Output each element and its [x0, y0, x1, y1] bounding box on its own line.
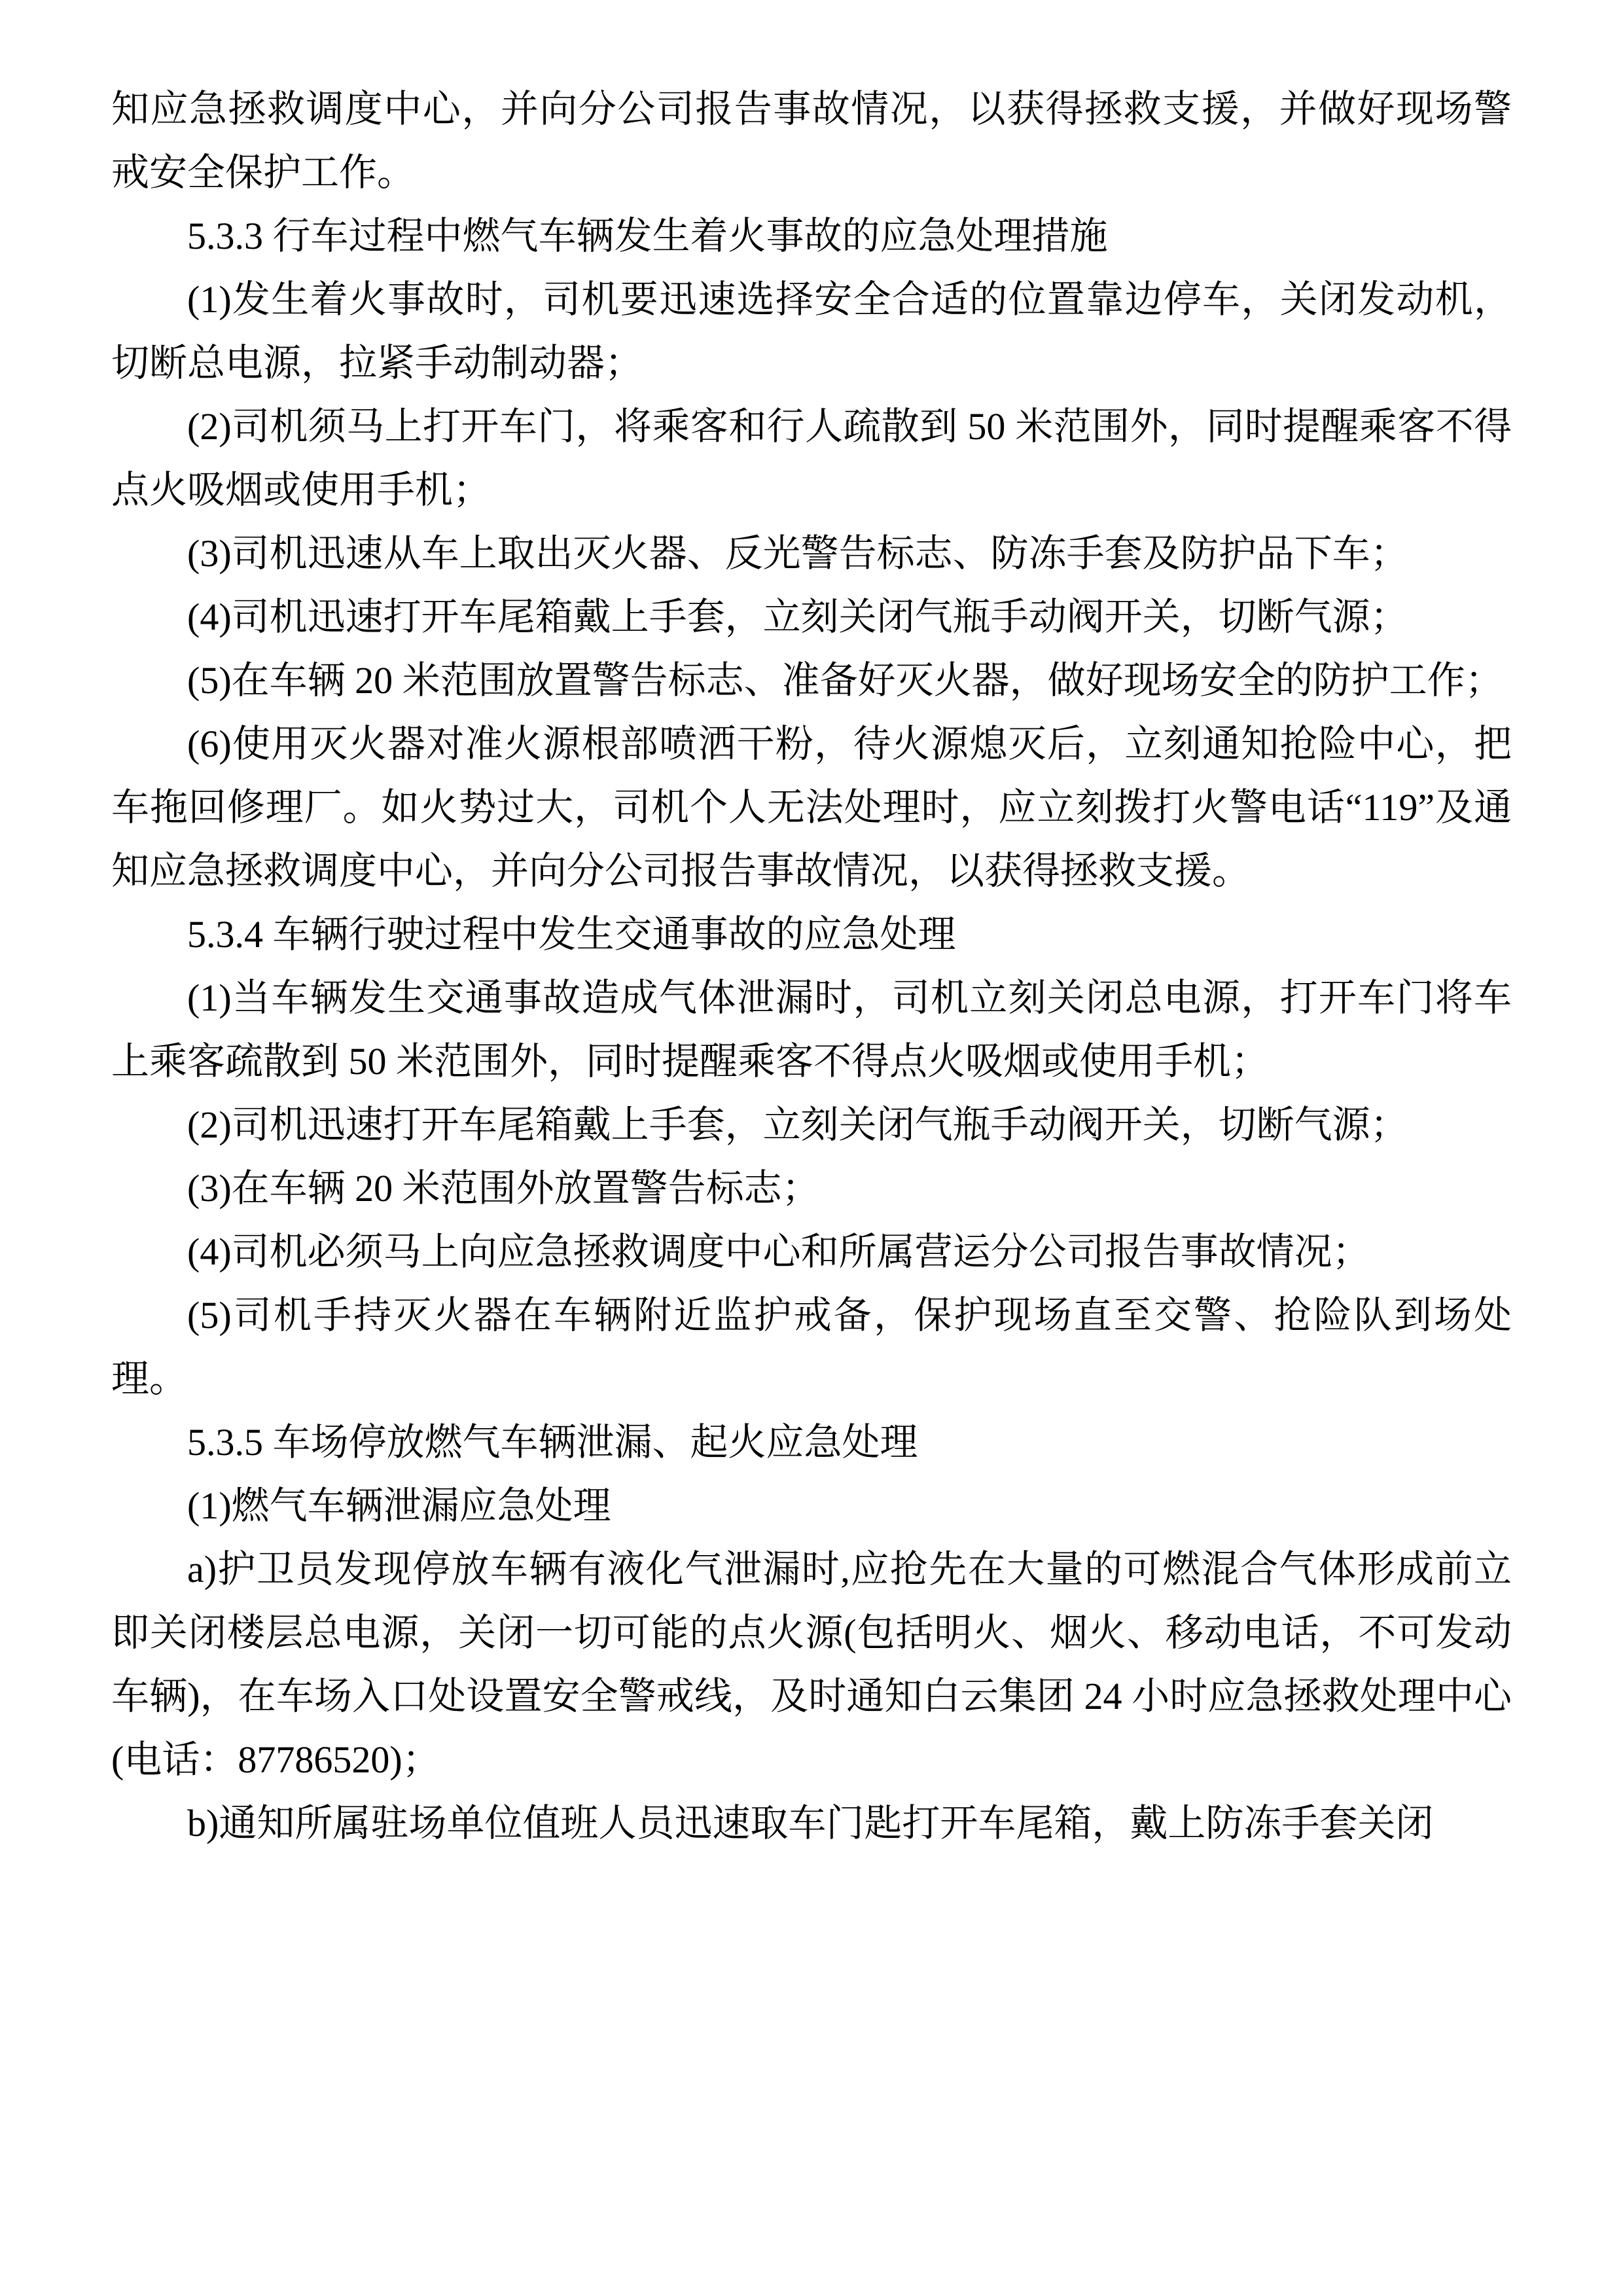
- paragraph: (2)司机须马上打开车门，将乘客和行人疏散到 50 米范围外，同时提醒乘客不得点火吸烟或使用手机；: [111, 405, 1512, 511]
- paragraph: (6)使用灭火器对准火源根部喷洒干粉，待火源熄灭后，立刻通知抢险中心，把车拖回修理厂。如火势过大，司机个人无法处理时，应立刻拨打火警电话“119”及通知应急拯救调度中心，并向分公司报告事故情况，以获得拯救支援。: [111, 723, 1512, 892]
- section-heading: 5.3.5 车场停放燃气车辆泄漏、起火应急处理: [187, 1421, 918, 1463]
- section-heading: 5.3.4 车辆行驶过程中发生交通事故的应急处理: [187, 913, 956, 956]
- paragraph: (2)司机迅速打开车尾箱戴上手套，立刻关闭气瓶手动阀开关，切断气源；: [187, 1103, 1408, 1146]
- paragraph: (1)当车辆发生交通事故造成气体泄漏时，司机立刻关闭总电源，打开车门将车上乘客疏散到 50 米范围外，同时提醒乘客不得点火吸烟或使用手机；: [111, 977, 1512, 1083]
- paragraph: (5)司机手持灭火器在车辆附近监护戒备，保护现场直至交警、抢险队到场处理。: [111, 1294, 1512, 1400]
- paragraph: a)护卫员发现停放车辆有液化气泄漏时,应抢先在大量的可燃混合气体形成前立即关闭楼层总电源，关闭一切可能的点火源(包括明火、烟火、移动电话，不可发动车辆)，在车场入口处设置安全警戒线，及时通知白云集团 24 小时应急拯救处理中心(电话：87786520)；: [111, 1548, 1512, 1781]
- paragraph: (3)司机迅速从车上取出灭火器、反光警告标志、防冻手套及防护品下车；: [187, 532, 1408, 575]
- paragraph: 知应急拯救调度中心，并向分公司报告事故情况，以获得拯救支援，并做好现场警戒安全保护工作。: [111, 88, 1512, 194]
- paragraph: (1)燃气车辆泄漏应急处理: [187, 1484, 611, 1527]
- paragraph: (4)司机迅速打开车尾箱戴上手套，立刻关闭气瓶手动阀开关，切断气源；: [187, 596, 1408, 638]
- paragraph: (5)在车辆 20 米范围放置警告标志、准备好灭火器，做好现场安全的防护工作；: [187, 659, 1503, 702]
- paragraph: (1)发生着火事故时，司机要迅速选择安全合适的位置靠边停车，关闭发动机，切断总电源，拉紧手动制动器；: [111, 278, 1512, 384]
- paragraph: b)通知所属驻场单位值班人员迅速取车门匙打开车尾箱，戴上防冻手套关闭: [187, 1802, 1434, 1844]
- paragraph-list: [111, 77, 1512, 1855]
- paragraph: (3)在车辆 20 米范围外放置警告标志；: [187, 1167, 820, 1210]
- section-heading: 5.3.3 行车过程中燃气车辆发生着火事故的应急处理措施: [187, 215, 1108, 257]
- paragraph: (4)司机必须马上向应急拯救调度中心和所属营运分公司报告事故情况；: [187, 1230, 1370, 1273]
